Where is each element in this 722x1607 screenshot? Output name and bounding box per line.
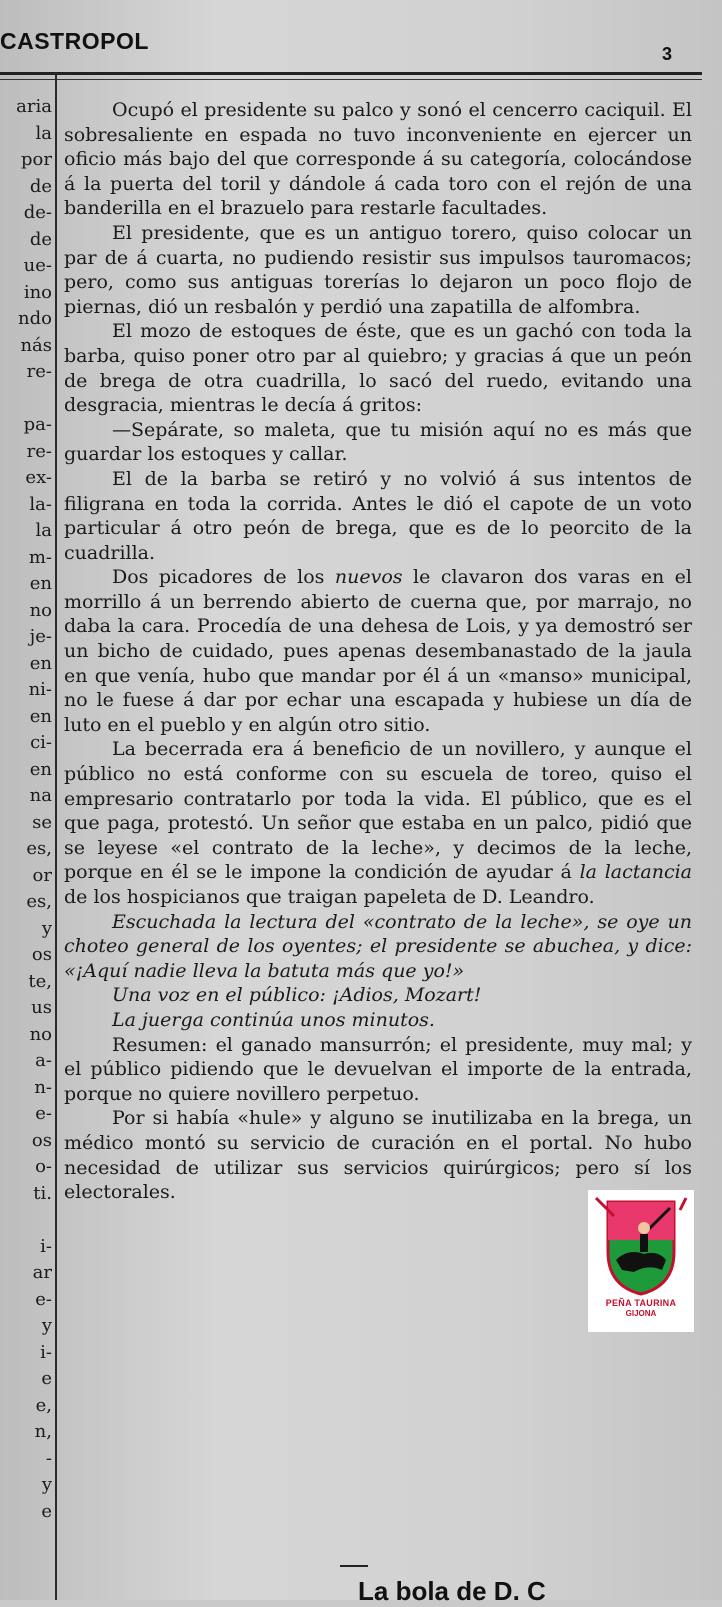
fragment-line: o- (35, 1156, 52, 1177)
article-paragraph: Resumen: el ganado mansurrón; el presidente, muy mal; y el público pidiendo que le devuelvan el importe de la entrada, porque no quiere novillero perpetuo. (64, 1033, 692, 1105)
fragment-line: n, (34, 1421, 52, 1442)
logo-subcaption: GIJONA (625, 1309, 657, 1318)
fragment-line: te, (28, 970, 52, 992)
fragment-line: n- (34, 1076, 52, 1098)
fragment-line: je- (29, 626, 52, 647)
article-paragraph: Ocupó el presidente su palco y sonó el cencerro caciquil. El sobresaliente en espada no tuvo inconveniente en ejercer un oficio más bajo del que corresponde á su categoría, colocándose á la puerta del toril y dándole á cada toro con el rejón de una banderilla en el brazuelo para restarle facultades. (64, 99, 692, 220)
header-rule-thin (0, 79, 702, 80)
fragment-line: en (29, 758, 52, 780)
paragraph-text: le clavaron dos varas en el morrillo á un berrendo abierto de cuerna que, por marrajo, no daba la cara. Procedía de una dehesa de Lois, y ya demostró ser un bicho de cuidado, pues apenas desembanastado de la jaula en que venía, hubo que mandar por él á un «manso» municipal, no le fuese á dar por echar una escapada y hubiese un día de luto en el pueblo y en algún otro sitio. (64, 566, 692, 736)
fragment-line: e, (35, 1394, 52, 1416)
next-article-heading: La bola de D. C (358, 1576, 546, 1606)
header-rule (0, 72, 702, 75)
fragment-line: pa- (23, 414, 52, 435)
paragraph-text: de los hospicianos que traigan papeleta de D. Leandro. (64, 886, 595, 908)
article-paragraph: —Sepárate, so maleta, que tu misión aquí no es más que guardar los estoques y callar. (64, 418, 692, 466)
fragment-line: i- (40, 1341, 52, 1363)
section-divider (340, 1565, 368, 1567)
article-paragraph: La juerga continúa unos minutos. (112, 1008, 435, 1031)
fragment-line: de (29, 175, 52, 197)
fragment-line: a- (35, 1050, 52, 1071)
fragment-line: ni- (28, 679, 52, 700)
column-divider (55, 72, 57, 1600)
fragment-line: por (21, 149, 52, 170)
fragment-line: e- (35, 1288, 52, 1310)
fragment-line: aria (16, 96, 52, 117)
article-paragraph: El presidente, que es un antiguo torero, quiso colocar un par de á cuarta, no pudiendo resistir sus impulsos tauromacos; pero, como sus antiguas torerías lo dejaron un poco flojo de piernas, dió un resbalón y perdió una zapatilla de alfombra. (64, 221, 692, 318)
article-paragraph: El mozo de estoques de éste, que es un gachó con toda la barba, quiso poner otro par al quiebro; y gracias á que un peón de brega de otra cuadrilla, lo sacó del ruedo, evitando una desgracia, mientras le decía á gritos: (64, 320, 692, 417)
fragment-line: re- (26, 440, 52, 462)
article-paragraph: El de la barba se retiró y no volvió á sus intentos de filigrana en toda la corrida. Antes le dió el capote de un voto particular á otro peón de brega, que es de lo peorcito de la cuadrilla. (64, 467, 692, 564)
fragment-line: i- (40, 1235, 52, 1257)
fragment-line: en (29, 705, 52, 727)
fragment-line: en (29, 652, 52, 674)
paragraph-text: Dos picadores de los (112, 566, 335, 589)
fragment-line: ar (32, 1262, 52, 1283)
article-paragraph: Por si había «hule» y alguno se inutilizaba en la brega, un médico montó su servicio de curación en el portal. No hubo necesidad de utilizar sus servicios quirúrgicos; pero sí los electorales. (64, 1107, 692, 1204)
fragment-line: y (41, 1315, 52, 1336)
fragment-line: y (41, 1474, 52, 1495)
paragraph-text: La becerrada era á beneficio de un novillero, y aunque el público no está conforme con su escuela de toreo, quiso el empresario contratarlo por toda la vida. El público, que es el que paga, protestó. Un señor que estaba en un palco, pidió que se leyese «el contrato de la leche», y decimos de la leche, porque en él se le impone la condición de ayudar á (64, 738, 692, 884)
left-column-fragments (0, 94, 52, 1525)
article-paragraph (64, 737, 692, 909)
fragment-line: es, (26, 838, 52, 859)
fragment-line: e (41, 1368, 52, 1389)
fragment-line (0, 386, 52, 413)
fragment-line: no (29, 599, 52, 621)
fragment-line: e- (35, 1103, 52, 1124)
fragment-line (0, 1207, 52, 1234)
fragment-line: ci- (30, 732, 52, 753)
fragment-line: - (45, 1447, 52, 1469)
article-body (64, 98, 692, 1205)
fragment-line: de (29, 228, 52, 250)
fragment-line: ndo (18, 308, 52, 329)
fragment-line: ex- (25, 467, 52, 488)
paragraph-emphasis: nuevos (334, 566, 403, 589)
logo-caption: PEÑA TAURINA (605, 1298, 677, 1308)
article-paragraph (64, 565, 692, 737)
fragment-line: ti. (33, 1182, 52, 1204)
fragment-line: la (35, 122, 52, 144)
fragment-line: en (29, 573, 52, 594)
fragment-line: os (31, 1129, 52, 1151)
fragment-line: re- (26, 361, 52, 382)
fragment-line: la- (29, 493, 52, 515)
fragment-line: us (31, 997, 52, 1018)
article-paragraph: Escuchada la lectura del «contrato de la leche», se oye un choteo general de los oyentes; el presidente se abuchea, y dice: «¡Aquí nadie lleva la batuta más que yo!» (64, 910, 692, 982)
fragment-line: m- (28, 546, 52, 568)
watermark-logo (588, 1190, 694, 1332)
fragment-line: e (41, 1500, 52, 1522)
fragment-line: ue- (23, 255, 52, 276)
page-header-title: CASTROPOL (0, 28, 149, 54)
fragment-line: y (41, 917, 52, 939)
article-paragraph: Una voz en el público: ¡Adios, Mozart! (112, 984, 482, 1007)
bull-crest-icon (588, 1190, 694, 1298)
fragment-line: es, (26, 891, 52, 912)
fragment-line: se (32, 811, 52, 833)
fragment-line: no (29, 1023, 52, 1045)
fragment-line: or (32, 864, 52, 886)
fragment-line: na (29, 785, 52, 806)
fragment-line: de- (23, 202, 52, 223)
paragraph-emphasis: la lactancia (579, 861, 692, 884)
fragment-line: os (31, 944, 52, 965)
page-number: 3 (661, 44, 672, 64)
fragment-line: la (35, 520, 52, 541)
fragment-line: ino (23, 281, 52, 303)
fragment-line: nás (20, 334, 52, 356)
